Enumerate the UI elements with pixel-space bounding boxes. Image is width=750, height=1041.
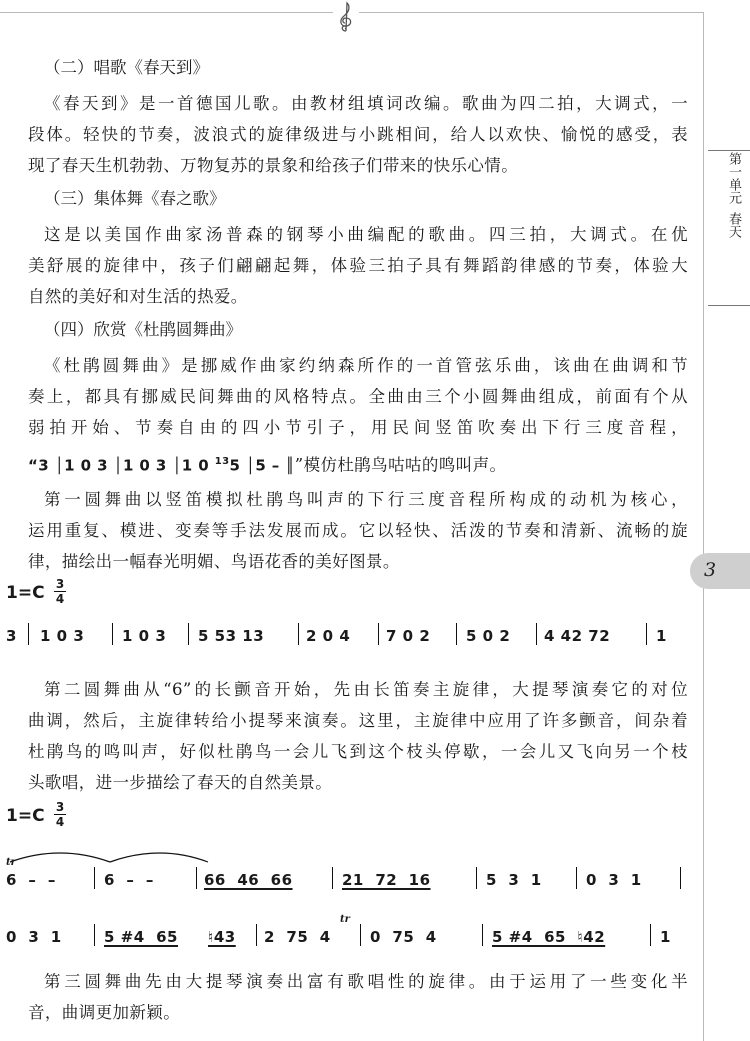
- score1-measure: 4 42 72: [544, 627, 611, 645]
- page-frame-right: [703, 12, 704, 1041]
- slur-arcs: [0, 842, 220, 866]
- barline: [196, 867, 197, 889]
- score1-measure: 5 0 2: [466, 627, 511, 645]
- paragraph-line: 第二圆舞曲从“6”的长颤音开始，先由长笛奏主旋律，大提琴演奏它的对位: [44, 680, 688, 699]
- score2-measure: 5 3 1: [486, 871, 542, 889]
- barline: [256, 924, 257, 946]
- paragraph-line: 奏上，都具有挪威民间舞曲的风格特点。全曲由三个小圆舞曲组成，前面有个从: [28, 387, 688, 406]
- paragraph-line: 运用重复、模进、变奏等手法发展而成。它以轻快、活泼的节奏和清新、流畅的旋: [28, 521, 688, 540]
- barline: [476, 867, 477, 889]
- score2-measure: 0 75 4: [370, 928, 437, 946]
- score2-measure: 5 #4 65 ♮42: [492, 928, 606, 946]
- barline: [360, 924, 361, 946]
- time-top: 3: [55, 577, 65, 591]
- score2-measure: 1: [660, 928, 671, 946]
- treble-clef-icon: [333, 0, 359, 34]
- score2-time-signature: [54, 801, 66, 828]
- score2-measure: 21 72 16: [342, 871, 431, 889]
- paragraph-line: 头歌唱，进一步描绘了春天的自然美景。: [28, 773, 333, 792]
- side-tab-theme: 春天: [726, 212, 741, 238]
- paragraph-line: 音，曲调更加新颖。: [28, 1003, 181, 1022]
- score2-measure: ♮43: [208, 928, 236, 946]
- barline: [482, 924, 483, 946]
- paragraph-line: 现了春天生机勃勃、万物复苏的景象和给孩子们带来的快乐心情。: [28, 156, 519, 175]
- paragraph-line: 自然的美好和对生活的热爱。: [28, 287, 248, 306]
- barline: [188, 623, 189, 645]
- score2-key-signature: 1=C: [6, 806, 45, 826]
- page-number-badge: [690, 553, 750, 589]
- barline: [378, 623, 379, 645]
- time-bottom: 4: [55, 592, 65, 606]
- page-number: 3: [704, 559, 717, 581]
- paragraph-line: 这是以美国作曲家汤普森的钢琴小曲编配的歌曲。四三拍，大调式。在优: [44, 225, 688, 244]
- side-tab-top-rule: [708, 150, 750, 151]
- inline-melody-notes: “3 │1 0 3 │1 0 3 │1 0: [28, 456, 210, 475]
- score1-measure: 1 0 3: [122, 627, 167, 645]
- paragraph-line: 《春天到》是一首德国儿歌。由教材组填词改编。歌曲为四二拍，大调式，一: [44, 94, 688, 113]
- score1-key-signature: 1=C: [6, 583, 45, 603]
- barline: [112, 623, 113, 645]
- side-tab-unit: 第一单元: [726, 152, 741, 204]
- barline: [576, 867, 577, 889]
- score2-measure: 6 – –: [104, 871, 154, 889]
- time-top: 3: [55, 800, 65, 814]
- score2-measure: 0 3 1: [6, 928, 62, 946]
- side-tab-label: [727, 152, 741, 238]
- paragraph-line: 弱拍开始、节奏自由的四小节引子，用民间竖笛吹奏出下行三度音程，: [28, 418, 688, 437]
- score1-measure: 7 0 2: [386, 627, 431, 645]
- trill-mark: tr: [6, 857, 16, 868]
- paragraph-line: 杜鹃鸟的鸣叫声，好似杜鹃鸟一会儿飞到这个枝头停歇，一会儿又飞向另一个枝: [28, 742, 688, 761]
- score2-measure: 5 #4 65: [104, 928, 178, 946]
- inline-melody-notes: 5 │5: [229, 456, 267, 475]
- time-bottom: 4: [55, 815, 65, 829]
- paragraph-line: 段体。轻快的节奏，波浪式的旋律级进与小跳相间，给人以欢快、愉悦的感受，表: [28, 125, 688, 144]
- grace-note: 13: [214, 456, 230, 467]
- paragraph-line: 第一圆舞曲以竖笛模拟杜鹃鸟叫声的下行三度音程所构成的动机为核心，: [44, 490, 688, 509]
- barline: [456, 623, 457, 645]
- barline: [94, 924, 95, 946]
- section-heading-cuckoo-waltz: （四）欣赏《杜鹃圆舞曲》: [44, 320, 242, 339]
- barline: [94, 867, 95, 889]
- score2-measure: 6 – –: [6, 871, 56, 889]
- score1-time-signature: [54, 578, 66, 605]
- paragraph-line: 第三圆舞曲先由大提琴演奏出富有歌唱性的旋律。由于运用了一些变化半: [44, 972, 688, 991]
- paragraph-line: 美舒展的旋律中，孩子们翩翩起舞，体验三拍子具有舞蹈韵律感的节奏，体验大: [28, 256, 688, 275]
- paragraph-line: ”模仿杜鹃鸟咕咕的鸣叫声。: [294, 455, 507, 475]
- score2-measure: 2 75 4: [264, 928, 331, 946]
- barline: [536, 623, 537, 645]
- score2-measure: 0 3 1: [586, 871, 642, 889]
- section-heading-song-of-spring: （三）集体舞《春之歌》: [44, 189, 226, 208]
- score1-measure: 1: [656, 627, 667, 645]
- paragraph-line: 曲调，然后，主旋律转给小提琴来演奏。这里，主旋律中应用了许多颤音，间杂着: [28, 711, 688, 730]
- trill-mark: tr: [340, 914, 350, 925]
- barline: [298, 623, 299, 645]
- barline: [332, 867, 333, 889]
- barline: [646, 623, 647, 645]
- paragraph-line: 律，描绘出一幅春光明媚、鸟语花香的美好图景。: [28, 552, 400, 571]
- score2-measure: 66 46 66: [204, 871, 293, 889]
- score1-measure: 1 0 3: [40, 627, 85, 645]
- inline-melody-notes: – ║: [266, 456, 295, 475]
- side-tab-bottom-rule: [708, 305, 750, 306]
- barline: [28, 623, 29, 645]
- score1-measure: 5 53 13: [198, 627, 265, 645]
- section-heading-spring-arrives: （二）唱歌《春天到》: [44, 58, 209, 77]
- paragraph-line: 《杜鹃圆舞曲》是挪威作曲家约纳森所作的一首管弦乐曲，该曲在曲调和节: [44, 356, 688, 375]
- barline: [650, 924, 651, 946]
- score1-measure: 2 0 4: [306, 627, 351, 645]
- score1-measure: 3: [6, 627, 17, 645]
- barline: [680, 867, 681, 889]
- inline-melody-line: [28, 446, 688, 482]
